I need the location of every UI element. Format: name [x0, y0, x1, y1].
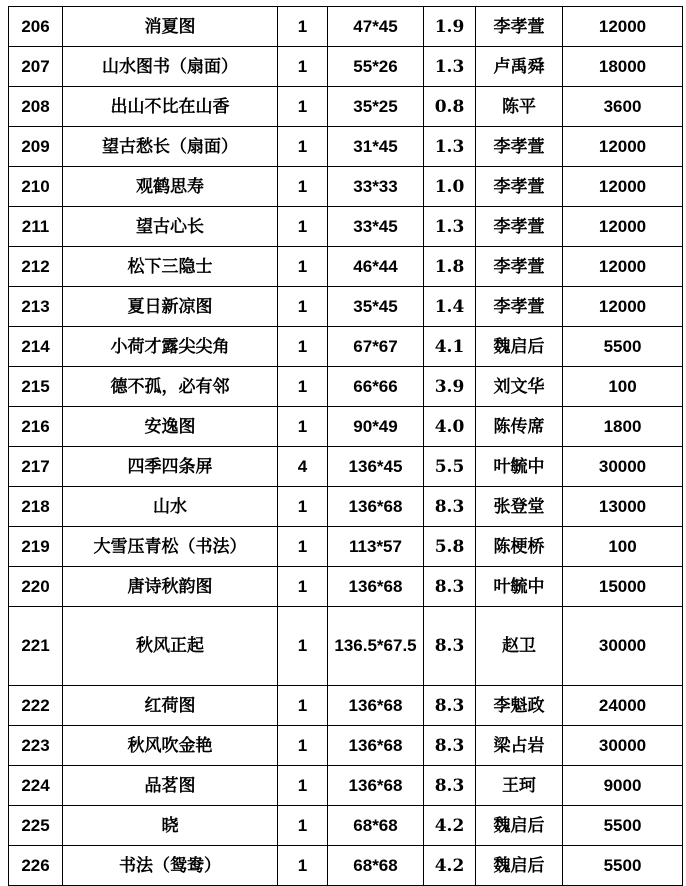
artist-cell: 魏启后: [476, 806, 563, 846]
table-row: [9, 247, 683, 287]
size-cell: 136.5*67.5: [328, 607, 424, 686]
lot-number-cell: 220: [9, 567, 63, 607]
artwork-table: [8, 6, 683, 886]
artist-cell: 魏启后: [476, 327, 563, 367]
lot-number-cell: 225: [9, 806, 63, 846]
price-cell: 30000: [563, 447, 683, 487]
quantity-cell: 1: [278, 127, 328, 167]
lot-number-cell: 217: [9, 447, 63, 487]
lot-number-cell: 207: [9, 47, 63, 87]
area-cell: 4.2: [424, 806, 476, 846]
price-cell: 12000: [563, 247, 683, 287]
area-cell: 4.2: [424, 846, 476, 886]
quantity-cell: 4: [278, 447, 328, 487]
size-cell: 55*26: [328, 47, 424, 87]
artist-cell: 赵卫: [476, 607, 563, 686]
quantity-cell: 1: [278, 527, 328, 567]
quantity-cell: 1: [278, 327, 328, 367]
lot-number-cell: 213: [9, 287, 63, 327]
quantity-cell: 1: [278, 207, 328, 247]
size-cell: 136*68: [328, 726, 424, 766]
price-cell: 13000: [563, 487, 683, 527]
title-cell: 观鹤思寿: [63, 167, 278, 207]
title-cell: 望古愁长（扇面）: [63, 127, 278, 167]
price-cell: 15000: [563, 567, 683, 607]
table-row: [9, 607, 683, 686]
table-row: [9, 846, 683, 886]
quantity-cell: 1: [278, 607, 328, 686]
quantity-cell: 1: [278, 7, 328, 47]
table-row: [9, 327, 683, 367]
size-cell: 90*49: [328, 407, 424, 447]
area-cell: 8.3: [424, 607, 476, 686]
table-row: [9, 47, 683, 87]
quantity-cell: 1: [278, 567, 328, 607]
quantity-cell: 1: [278, 167, 328, 207]
title-cell: 望古心长: [63, 207, 278, 247]
title-cell: 唐诗秋韵图: [63, 567, 278, 607]
lot-number-cell: 211: [9, 207, 63, 247]
quantity-cell: 1: [278, 47, 328, 87]
area-cell: 1.3: [424, 47, 476, 87]
title-cell: 小荷才露尖尖角: [63, 327, 278, 367]
title-cell: 晓: [63, 806, 278, 846]
lot-number-cell: 226: [9, 846, 63, 886]
size-cell: 136*68: [328, 487, 424, 527]
price-cell: 12000: [563, 127, 683, 167]
title-cell: 消夏图: [63, 7, 278, 47]
artist-cell: 陈平: [476, 87, 563, 127]
area-cell: 1.3: [424, 127, 476, 167]
price-cell: 30000: [563, 726, 683, 766]
table-row: [9, 167, 683, 207]
price-cell: 12000: [563, 287, 683, 327]
table-row: [9, 7, 683, 47]
title-cell: 山水图书（扇面）: [63, 47, 278, 87]
quantity-cell: 1: [278, 766, 328, 806]
size-cell: 136*68: [328, 766, 424, 806]
area-cell: 1.3: [424, 207, 476, 247]
area-cell: 0.8: [424, 87, 476, 127]
area-cell: 1.8: [424, 247, 476, 287]
title-cell: 山水: [63, 487, 278, 527]
table-row: [9, 207, 683, 247]
artist-cell: 李孝萱: [476, 127, 563, 167]
lot-number-cell: 218: [9, 487, 63, 527]
area-cell: 8.3: [424, 686, 476, 726]
title-cell: 秋风正起: [63, 607, 278, 686]
quantity-cell: 1: [278, 247, 328, 287]
quantity-cell: 1: [278, 686, 328, 726]
title-cell: 大雪压青松（书法）: [63, 527, 278, 567]
artist-cell: 叶毓中: [476, 567, 563, 607]
table-row: [9, 686, 683, 726]
price-cell: 12000: [563, 7, 683, 47]
artist-cell: 叶毓中: [476, 447, 563, 487]
area-cell: 8.3: [424, 567, 476, 607]
artist-cell: 卢禹舜: [476, 47, 563, 87]
artist-cell: 陈传席: [476, 407, 563, 447]
area-cell: 1.0: [424, 167, 476, 207]
title-cell: 松下三隐士: [63, 247, 278, 287]
size-cell: 35*45: [328, 287, 424, 327]
lot-number-cell: 221: [9, 607, 63, 686]
size-cell: 47*45: [328, 7, 424, 47]
quantity-cell: 1: [278, 367, 328, 407]
size-cell: 113*57: [328, 527, 424, 567]
table-row: [9, 527, 683, 567]
artist-cell: 张登堂: [476, 487, 563, 527]
area-cell: 1.4: [424, 287, 476, 327]
area-cell: 8.3: [424, 487, 476, 527]
lot-number-cell: 216: [9, 407, 63, 447]
lot-number-cell: 209: [9, 127, 63, 167]
area-cell: 5.8: [424, 527, 476, 567]
lot-number-cell: 222: [9, 686, 63, 726]
table-row: [9, 367, 683, 407]
table-row: [9, 127, 683, 167]
size-cell: 33*45: [328, 207, 424, 247]
price-cell: 100: [563, 367, 683, 407]
title-cell: 秋风吹金艳: [63, 726, 278, 766]
size-cell: 33*33: [328, 167, 424, 207]
artist-cell: 李孝萱: [476, 7, 563, 47]
table-row: [9, 766, 683, 806]
size-cell: 136*45: [328, 447, 424, 487]
table-row: [9, 567, 683, 607]
lot-number-cell: 223: [9, 726, 63, 766]
price-cell: 30000: [563, 607, 683, 686]
artist-cell: 刘文华: [476, 367, 563, 407]
lot-number-cell: 208: [9, 87, 63, 127]
quantity-cell: 1: [278, 487, 328, 527]
area-cell: 5.5: [424, 447, 476, 487]
quantity-cell: 1: [278, 726, 328, 766]
artist-cell: 梁占岩: [476, 726, 563, 766]
title-cell: 夏日新凉图: [63, 287, 278, 327]
size-cell: 35*25: [328, 87, 424, 127]
size-cell: 136*68: [328, 686, 424, 726]
title-cell: 品茗图: [63, 766, 278, 806]
price-cell: 3600: [563, 87, 683, 127]
title-cell: 红荷图: [63, 686, 278, 726]
quantity-cell: 1: [278, 87, 328, 127]
quantity-cell: 1: [278, 407, 328, 447]
title-cell: 德不孤，必有邻: [63, 367, 278, 407]
size-cell: 66*66: [328, 367, 424, 407]
size-cell: 31*45: [328, 127, 424, 167]
table-row: [9, 806, 683, 846]
lot-number-cell: 206: [9, 7, 63, 47]
quantity-cell: 1: [278, 806, 328, 846]
artist-cell: 李孝萱: [476, 167, 563, 207]
price-cell: 18000: [563, 47, 683, 87]
quantity-cell: 1: [278, 287, 328, 327]
artist-cell: 魏启后: [476, 846, 563, 886]
area-cell: 4.0: [424, 407, 476, 447]
size-cell: 68*68: [328, 806, 424, 846]
area-cell: 8.3: [424, 726, 476, 766]
artist-cell: 王珂: [476, 766, 563, 806]
quantity-cell: 1: [278, 846, 328, 886]
lot-number-cell: 219: [9, 527, 63, 567]
price-cell: 5500: [563, 806, 683, 846]
table-body: [9, 7, 683, 886]
price-cell: 1800: [563, 407, 683, 447]
table-row: [9, 407, 683, 447]
lot-number-cell: 214: [9, 327, 63, 367]
title-cell: 安逸图: [63, 407, 278, 447]
table-row: [9, 487, 683, 527]
size-cell: 67*67: [328, 327, 424, 367]
artist-cell: 李魁政: [476, 686, 563, 726]
area-cell: 3.9: [424, 367, 476, 407]
artist-cell: 李孝萱: [476, 287, 563, 327]
table-row: [9, 287, 683, 327]
price-cell: 5500: [563, 327, 683, 367]
lot-number-cell: 212: [9, 247, 63, 287]
price-cell: 100: [563, 527, 683, 567]
size-cell: 68*68: [328, 846, 424, 886]
lot-number-cell: 215: [9, 367, 63, 407]
price-cell: 12000: [563, 207, 683, 247]
area-cell: 4.1: [424, 327, 476, 367]
artist-cell: 李孝萱: [476, 247, 563, 287]
price-cell: 5500: [563, 846, 683, 886]
price-cell: 12000: [563, 167, 683, 207]
price-cell: 9000: [563, 766, 683, 806]
title-cell: 书法（鸳鸯）: [63, 846, 278, 886]
price-cell: 24000: [563, 686, 683, 726]
title-cell: 出山不比在山香: [63, 87, 278, 127]
table-row: [9, 447, 683, 487]
lot-number-cell: 210: [9, 167, 63, 207]
size-cell: 136*68: [328, 567, 424, 607]
artist-cell: 陈梗桥: [476, 527, 563, 567]
table-row: [9, 87, 683, 127]
artist-cell: 李孝萱: [476, 207, 563, 247]
lot-number-cell: 224: [9, 766, 63, 806]
title-cell: 四季四条屏: [63, 447, 278, 487]
table-row: [9, 726, 683, 766]
size-cell: 46*44: [328, 247, 424, 287]
area-cell: 8.3: [424, 766, 476, 806]
area-cell: 1.9: [424, 7, 476, 47]
